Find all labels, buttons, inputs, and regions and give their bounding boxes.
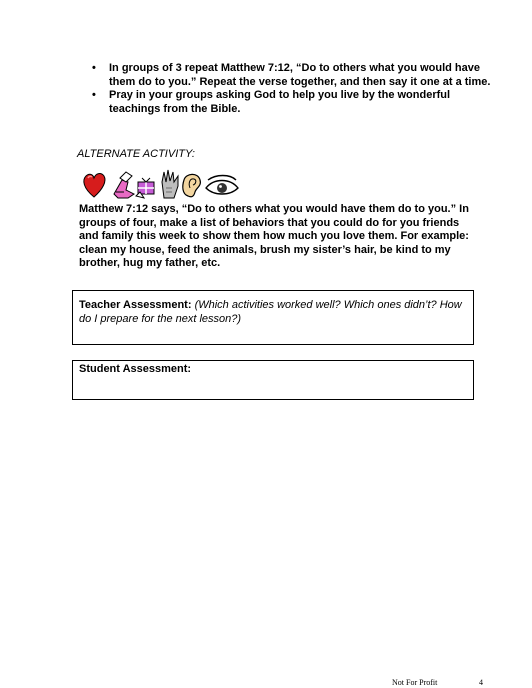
page-footer [392, 678, 483, 687]
ear-icon [183, 174, 201, 196]
bullet-icon: • [92, 62, 96, 74]
page-number: 4 [479, 678, 483, 687]
bullet-item [82, 89, 492, 116]
footer-text: Not For Profit [392, 678, 438, 687]
teacher-assessment-prompt: (Which activities worked well? Which ones didn’t? How do I prepare for the next lesson?) [79, 299, 462, 325]
hand-icon [114, 172, 134, 198]
heart-icon [84, 174, 105, 197]
student-assessment-label: Student Assessment: [79, 363, 192, 375]
alternate-activity-heading: ALTERNATE ACTIVITY: [77, 148, 195, 160]
bullet-text: Pray in your groups asking God to help you live by the wonderful teachings from the Bible. [109, 89, 451, 115]
gift-icon [136, 178, 154, 198]
alternate-activity-text: Matthew 7:12 says, “Do to others what you would have them do to you.” In groups of four, make a list of behaviors that you could do for you friends and family this week to show them how much you love them. For example: clean my house, feed the animals, brush my sister’s hair, be kind to my brother, hug my father, etc. [79, 203, 469, 269]
eye-icon [206, 176, 238, 195]
bullet-icon: • [92, 89, 96, 101]
activity-bullet-list [82, 62, 492, 116]
teacher-assessment-box [72, 290, 474, 345]
bullet-item [82, 62, 492, 89]
student-assessment-box [72, 360, 474, 400]
hand-icon [162, 170, 178, 198]
bullet-text: In groups of 3 repeat Matthew 7:12, “Do to others what you would have them do to you.” Repeat the verse together, and then say it one at a time. [109, 62, 491, 88]
sense-icons-row [80, 168, 250, 200]
teacher-assessment-label: Teacher Assessment: [79, 299, 192, 311]
